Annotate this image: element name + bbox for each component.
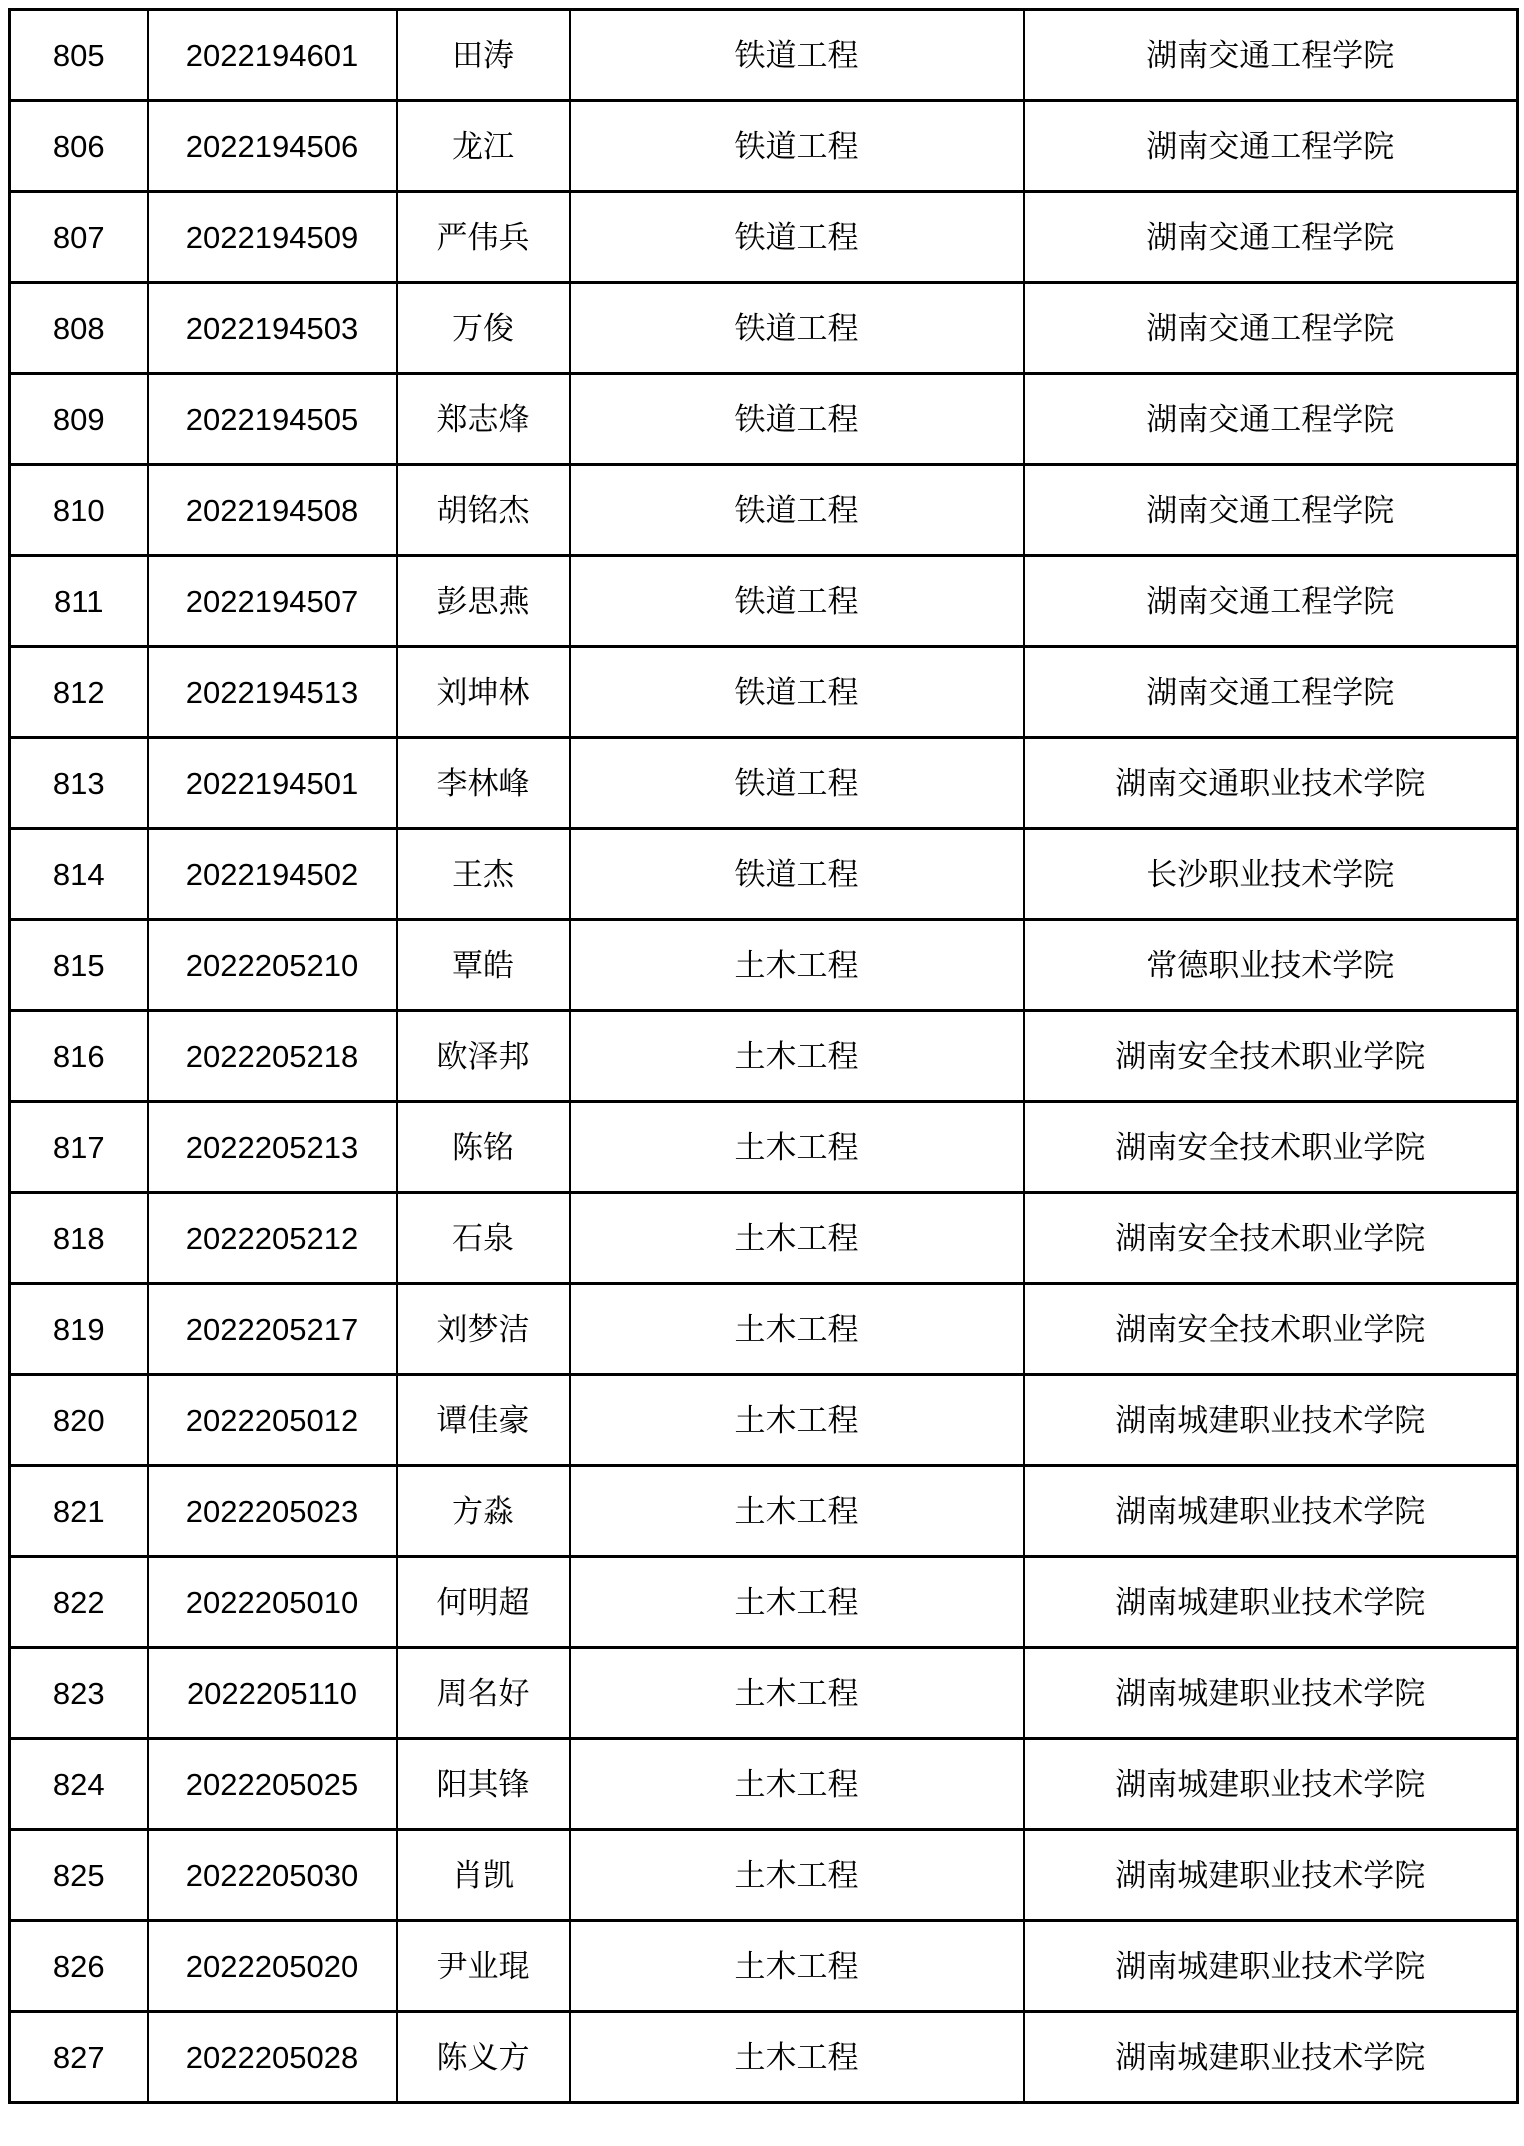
cell-major: 土木工程 — [570, 1375, 1024, 1466]
cell-student-name: 陈铭 — [397, 1102, 570, 1193]
cell-school: 湖南城建职业技术学院 — [1024, 1375, 1518, 1466]
cell-school: 湖南交通工程学院 — [1024, 283, 1518, 374]
cell-student-id: 2022194506 — [148, 101, 397, 192]
cell-student-id: 2022205020 — [148, 1921, 397, 2012]
table-row — [10, 465, 1518, 556]
cell-school: 长沙职业技术学院 — [1024, 829, 1518, 920]
cell-row-number: 819 — [10, 1284, 148, 1375]
cell-row-number: 814 — [10, 829, 148, 920]
cell-student-name: 覃皓 — [397, 920, 570, 1011]
cell-major: 土木工程 — [570, 2012, 1024, 2103]
table-row — [10, 1011, 1518, 1102]
cell-student-name: 谭佳豪 — [397, 1375, 570, 1466]
cell-row-number: 807 — [10, 192, 148, 283]
cell-row-number: 805 — [10, 10, 148, 101]
cell-student-id: 2022205213 — [148, 1102, 397, 1193]
cell-row-number: 815 — [10, 920, 148, 1011]
cell-row-number: 811 — [10, 556, 148, 647]
table-row — [10, 920, 1518, 1011]
cell-school: 常德职业技术学院 — [1024, 920, 1518, 1011]
cell-major: 铁道工程 — [570, 374, 1024, 465]
cell-row-number: 821 — [10, 1466, 148, 1557]
cell-student-name: 万俊 — [397, 283, 570, 374]
cell-row-number: 810 — [10, 465, 148, 556]
cell-major: 土木工程 — [570, 1102, 1024, 1193]
cell-student-id: 2022205212 — [148, 1193, 397, 1284]
cell-row-number: 809 — [10, 374, 148, 465]
cell-major: 土木工程 — [570, 1011, 1024, 1102]
cell-major: 铁道工程 — [570, 192, 1024, 283]
table-row — [10, 192, 1518, 283]
table-row — [10, 1830, 1518, 1921]
cell-school: 湖南交通工程学院 — [1024, 465, 1518, 556]
cell-school: 湖南城建职业技术学院 — [1024, 1557, 1518, 1648]
cell-school: 湖南城建职业技术学院 — [1024, 1830, 1518, 1921]
table-row — [10, 556, 1518, 647]
cell-row-number: 822 — [10, 1557, 148, 1648]
cell-student-id: 2022194505 — [148, 374, 397, 465]
cell-student-name: 严伟兵 — [397, 192, 570, 283]
cell-major: 铁道工程 — [570, 829, 1024, 920]
cell-major: 铁道工程 — [570, 10, 1024, 101]
cell-school: 湖南安全技术职业学院 — [1024, 1193, 1518, 1284]
cell-row-number: 816 — [10, 1011, 148, 1102]
student-table-body — [10, 10, 1518, 2103]
table-row — [10, 10, 1518, 101]
student-roster-table — [8, 8, 1519, 2104]
cell-student-name: 尹业琨 — [397, 1921, 570, 2012]
table-row — [10, 1375, 1518, 1466]
cell-student-name: 李林峰 — [397, 738, 570, 829]
table-row — [10, 829, 1518, 920]
cell-row-number: 820 — [10, 1375, 148, 1466]
cell-student-id: 2022205028 — [148, 2012, 397, 2103]
cell-school: 湖南城建职业技术学院 — [1024, 1648, 1518, 1739]
table-row — [10, 1557, 1518, 1648]
table-row — [10, 2012, 1518, 2103]
cell-school: 湖南交通工程学院 — [1024, 192, 1518, 283]
table-row — [10, 283, 1518, 374]
cell-student-name: 彭思燕 — [397, 556, 570, 647]
cell-student-name: 何明超 — [397, 1557, 570, 1648]
cell-school: 湖南交通工程学院 — [1024, 556, 1518, 647]
cell-school: 湖南安全技术职业学院 — [1024, 1011, 1518, 1102]
cell-school: 湖南城建职业技术学院 — [1024, 1739, 1518, 1830]
cell-student-name: 阳其锋 — [397, 1739, 570, 1830]
cell-student-id: 2022205110 — [148, 1648, 397, 1739]
cell-row-number: 808 — [10, 283, 148, 374]
table-row — [10, 1466, 1518, 1557]
cell-major: 铁道工程 — [570, 647, 1024, 738]
table-row — [10, 1648, 1518, 1739]
cell-row-number: 818 — [10, 1193, 148, 1284]
cell-student-id: 2022194509 — [148, 192, 397, 283]
cell-student-id: 2022194501 — [148, 738, 397, 829]
cell-school: 湖南交通工程学院 — [1024, 647, 1518, 738]
cell-major: 土木工程 — [570, 1648, 1024, 1739]
cell-row-number: 827 — [10, 2012, 148, 2103]
table-row — [10, 1739, 1518, 1830]
cell-major: 铁道工程 — [570, 738, 1024, 829]
cell-student-id: 2022205012 — [148, 1375, 397, 1466]
cell-major: 铁道工程 — [570, 465, 1024, 556]
cell-student-id: 2022205023 — [148, 1466, 397, 1557]
cell-row-number: 825 — [10, 1830, 148, 1921]
cell-student-name: 欧泽邦 — [397, 1011, 570, 1102]
cell-student-name: 郑志烽 — [397, 374, 570, 465]
cell-school: 湖南交通工程学院 — [1024, 374, 1518, 465]
cell-student-name: 刘梦洁 — [397, 1284, 570, 1375]
cell-student-id: 2022194508 — [148, 465, 397, 556]
cell-student-id: 2022194502 — [148, 829, 397, 920]
cell-row-number: 823 — [10, 1648, 148, 1739]
cell-major: 铁道工程 — [570, 283, 1024, 374]
cell-student-id: 2022205217 — [148, 1284, 397, 1375]
cell-school: 湖南交通职业技术学院 — [1024, 738, 1518, 829]
cell-student-id: 2022194601 — [148, 10, 397, 101]
cell-major: 土木工程 — [570, 1557, 1024, 1648]
cell-student-name: 肖凯 — [397, 1830, 570, 1921]
cell-major: 铁道工程 — [570, 101, 1024, 192]
cell-student-id: 2022205210 — [148, 920, 397, 1011]
cell-major: 土木工程 — [570, 1466, 1024, 1557]
table-row — [10, 647, 1518, 738]
cell-student-id: 2022205025 — [148, 1739, 397, 1830]
cell-student-id: 2022205010 — [148, 1557, 397, 1648]
cell-row-number: 824 — [10, 1739, 148, 1830]
cell-row-number: 812 — [10, 647, 148, 738]
cell-school: 湖南安全技术职业学院 — [1024, 1284, 1518, 1375]
cell-student-name: 田涛 — [397, 10, 570, 101]
cell-school: 湖南交通工程学院 — [1024, 10, 1518, 101]
cell-student-name: 龙江 — [397, 101, 570, 192]
table-row — [10, 1193, 1518, 1284]
cell-student-name: 刘坤林 — [397, 647, 570, 738]
cell-student-id: 2022205218 — [148, 1011, 397, 1102]
table-row — [10, 1102, 1518, 1193]
cell-row-number: 813 — [10, 738, 148, 829]
cell-student-name: 石泉 — [397, 1193, 570, 1284]
cell-student-id: 2022194503 — [148, 283, 397, 374]
cell-major: 土木工程 — [570, 1921, 1024, 2012]
cell-school: 湖南交通工程学院 — [1024, 101, 1518, 192]
cell-student-name: 方淼 — [397, 1466, 570, 1557]
cell-major: 土木工程 — [570, 1284, 1024, 1375]
cell-major: 土木工程 — [570, 1830, 1024, 1921]
table-row — [10, 101, 1518, 192]
cell-major: 土木工程 — [570, 1739, 1024, 1830]
cell-student-name: 陈义方 — [397, 2012, 570, 2103]
cell-school: 湖南城建职业技术学院 — [1024, 1921, 1518, 2012]
cell-school: 湖南城建职业技术学院 — [1024, 1466, 1518, 1557]
cell-student-name: 胡铭杰 — [397, 465, 570, 556]
cell-major: 土木工程 — [570, 920, 1024, 1011]
cell-student-id: 2022205030 — [148, 1830, 397, 1921]
cell-major: 铁道工程 — [570, 556, 1024, 647]
cell-student-id: 2022194513 — [148, 647, 397, 738]
cell-row-number: 826 — [10, 1921, 148, 2012]
cell-student-name: 王杰 — [397, 829, 570, 920]
table-row — [10, 738, 1518, 829]
cell-school: 湖南城建职业技术学院 — [1024, 2012, 1518, 2103]
table-row — [10, 374, 1518, 465]
cell-student-id: 2022194507 — [148, 556, 397, 647]
cell-row-number: 806 — [10, 101, 148, 192]
table-row — [10, 1284, 1518, 1375]
cell-student-name: 周名好 — [397, 1648, 570, 1739]
cell-row-number: 817 — [10, 1102, 148, 1193]
table-row — [10, 1921, 1518, 2012]
cell-major: 土木工程 — [570, 1193, 1024, 1284]
cell-school: 湖南安全技术职业学院 — [1024, 1102, 1518, 1193]
